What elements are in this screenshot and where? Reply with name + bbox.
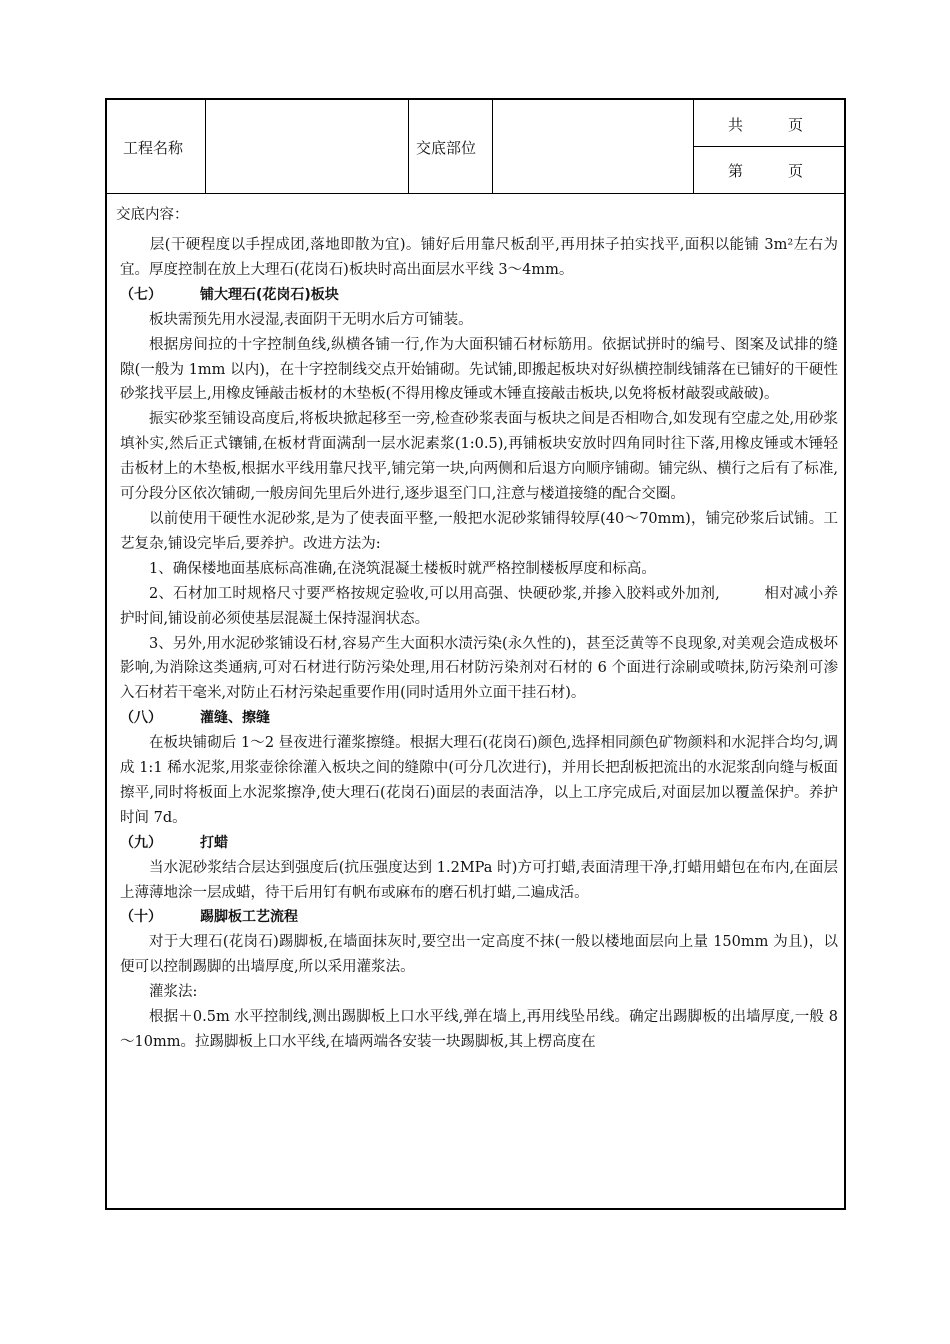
section-number: （七） xyxy=(120,286,162,303)
location-label: 交底部位 xyxy=(416,139,477,157)
paragraph: 当水泥砂浆结合层达到强度后(抗压强度达到 1.2MPa 时)方可打蜡,表面清理干净,打蜡用蜡包在布内,在面层上薄薄地涂一层成蜡，待干后用钉有帆布或麻布的磨石机打蜡,二遍成活。 xyxy=(120,859,838,901)
header-divider xyxy=(492,100,493,193)
paragraph: 以前使用干硬性水泥砂浆,是为了使表面平整,一般把水泥砂浆铺得较厚(40～70mm)，铺完砂浆后试铺。工艺复杂,铺设完毕后,要养护。改进方法为: xyxy=(120,510,838,552)
section-title: 踢脚板工艺流程 xyxy=(200,909,298,926)
content-body xyxy=(120,233,838,1055)
project-name-label: 工程名称 xyxy=(123,139,184,157)
paragraph: 3、另外,用水泥砂浆铺设石材,容易产生大面积水渍污染(永久性的)，甚至泛黄等不良现象,对美观会造成极坏影响,为消除这类通病,可对石材进行防污染处理,用石材防污染剂对石材的 6 个面进行涂刷或喷抹,防污染剂可渗入石材若干毫米,对防止石材污染起重要作用(同时适用外立面干挂石材)。 xyxy=(120,635,838,702)
section-number: （十） xyxy=(120,909,162,926)
section-title: 铺大理石(花岗石)板块 xyxy=(200,286,339,303)
total-pages: 共 页 xyxy=(728,116,804,134)
section-number: （九） xyxy=(120,834,162,851)
paragraph: 根据房间拉的十字控制鱼线,纵横各铺一行,作为大面积铺石材标筋用。依据试拼时的编号、图案及试排的缝隙(一般为 1mm 以内)，在十字控制线交点开始铺砌。先试铺,即搬起板块对好纵横控制线铺落在已铺好的干硬性砂浆找平层上,用橡皮锤敲击板材的木垫板(不得用橡皮锤或木锤直接敲击板块,以免将板材敲裂或敲破)。 xyxy=(120,336,838,403)
section-heading xyxy=(120,905,838,930)
header-divider xyxy=(408,100,409,193)
paragraph: 根据＋0.5m 水平控制线,测出踢脚板上口水平线,弹在墙上,再用线坠吊线。确定出踢脚板的出墙厚度,一般 8～10mm。拉踢脚板上口水平线,在墙两端各安装一块踢脚板,其上楞高度在 xyxy=(120,1009,838,1050)
disclosure-sheet xyxy=(105,98,846,1210)
header-row xyxy=(107,100,844,194)
paragraph: 振实砂浆至铺设高度后,将板块掀起移至一旁,检查砂浆表面与板块之间是否相吻合,如发现有空虚之处,用砂浆填补实,然后正式镶铺,在板材背面满刮一层水泥素浆(1:0.5),再铺板块安放时四角同时往下落,用橡皮锤或木锤轻击板材上的木垫板,根据水平线用靠尺找平,铺完第一块,向两侧和后退方向顺序铺砌。铺完纵、横行之后有了标准,可分段分区依次铺砌,一般房间先里后外进行,逐步退至门口,注意与楼道接缝的配合交圈。 xyxy=(120,411,838,503)
paragraph: 板块需预先用水浸湿,表面阴干无明水后方可铺装。 xyxy=(149,311,473,328)
header-divider xyxy=(205,100,206,193)
section-heading xyxy=(120,706,838,731)
page-number: 第 页 xyxy=(728,162,804,180)
paragraph: 2、石材加工时规格尺寸要严格按规定验收,可以用高强、快硬砂浆,并掺入胶料或外加剂, 相对减小养护时间,铺设前必须使基层混凝土保持湿润状态。 xyxy=(120,585,838,627)
paragraph: 在板块铺砌后 1～2 昼夜进行灌浆擦缝。根据大理石(花岗石)颜色,选择相同颜色矿物颜料和水泥拌合均匀,调成 1:1 稀水泥浆,用浆壶徐徐灌入板块之间的缝隙中(可分几次进行)，并用长把刮板把流出的水泥浆刮向缝与板面擦平,同时将板面上水泥浆擦净,使大理石(花岗石)面层的表面洁净，以上工序完成后,对面层加以覆盖保护。养护时间 7d。 xyxy=(120,735,838,826)
paragraph: 层(干硬程度以手捏成团,落地即散为宜)。铺好后用靠尺板刮平,再用抹子拍实找平,面积以能铺 3m²左右为宜。厚度控制在放上大理石(花岗石)板块时高出面层水平线 3～4mm。 xyxy=(120,237,838,278)
paragraph: 对于大理石(花岗石)踢脚板,在墙面抹灰时,要空出一定高度不抹(一般以楼地面层向上量 150mm 为且)，以便可以控制踢脚的出墙厚度,所以采用灌浆法。 xyxy=(120,934,838,976)
section-title: 灌缝、擦缝 xyxy=(200,710,270,727)
section-heading xyxy=(120,283,838,308)
content-label: 交底内容： xyxy=(116,207,189,223)
paragraph: 灌浆法: xyxy=(149,984,198,1001)
section-heading xyxy=(120,831,838,856)
section-number: （八） xyxy=(120,710,162,727)
paragraph: 1、确保楼地面基底标高准确,在浇筑混凝土楼板时就严格控制楼板厚度和标高。 xyxy=(149,560,656,577)
header-divider xyxy=(693,146,846,147)
section-title: 打蜡 xyxy=(200,834,228,851)
